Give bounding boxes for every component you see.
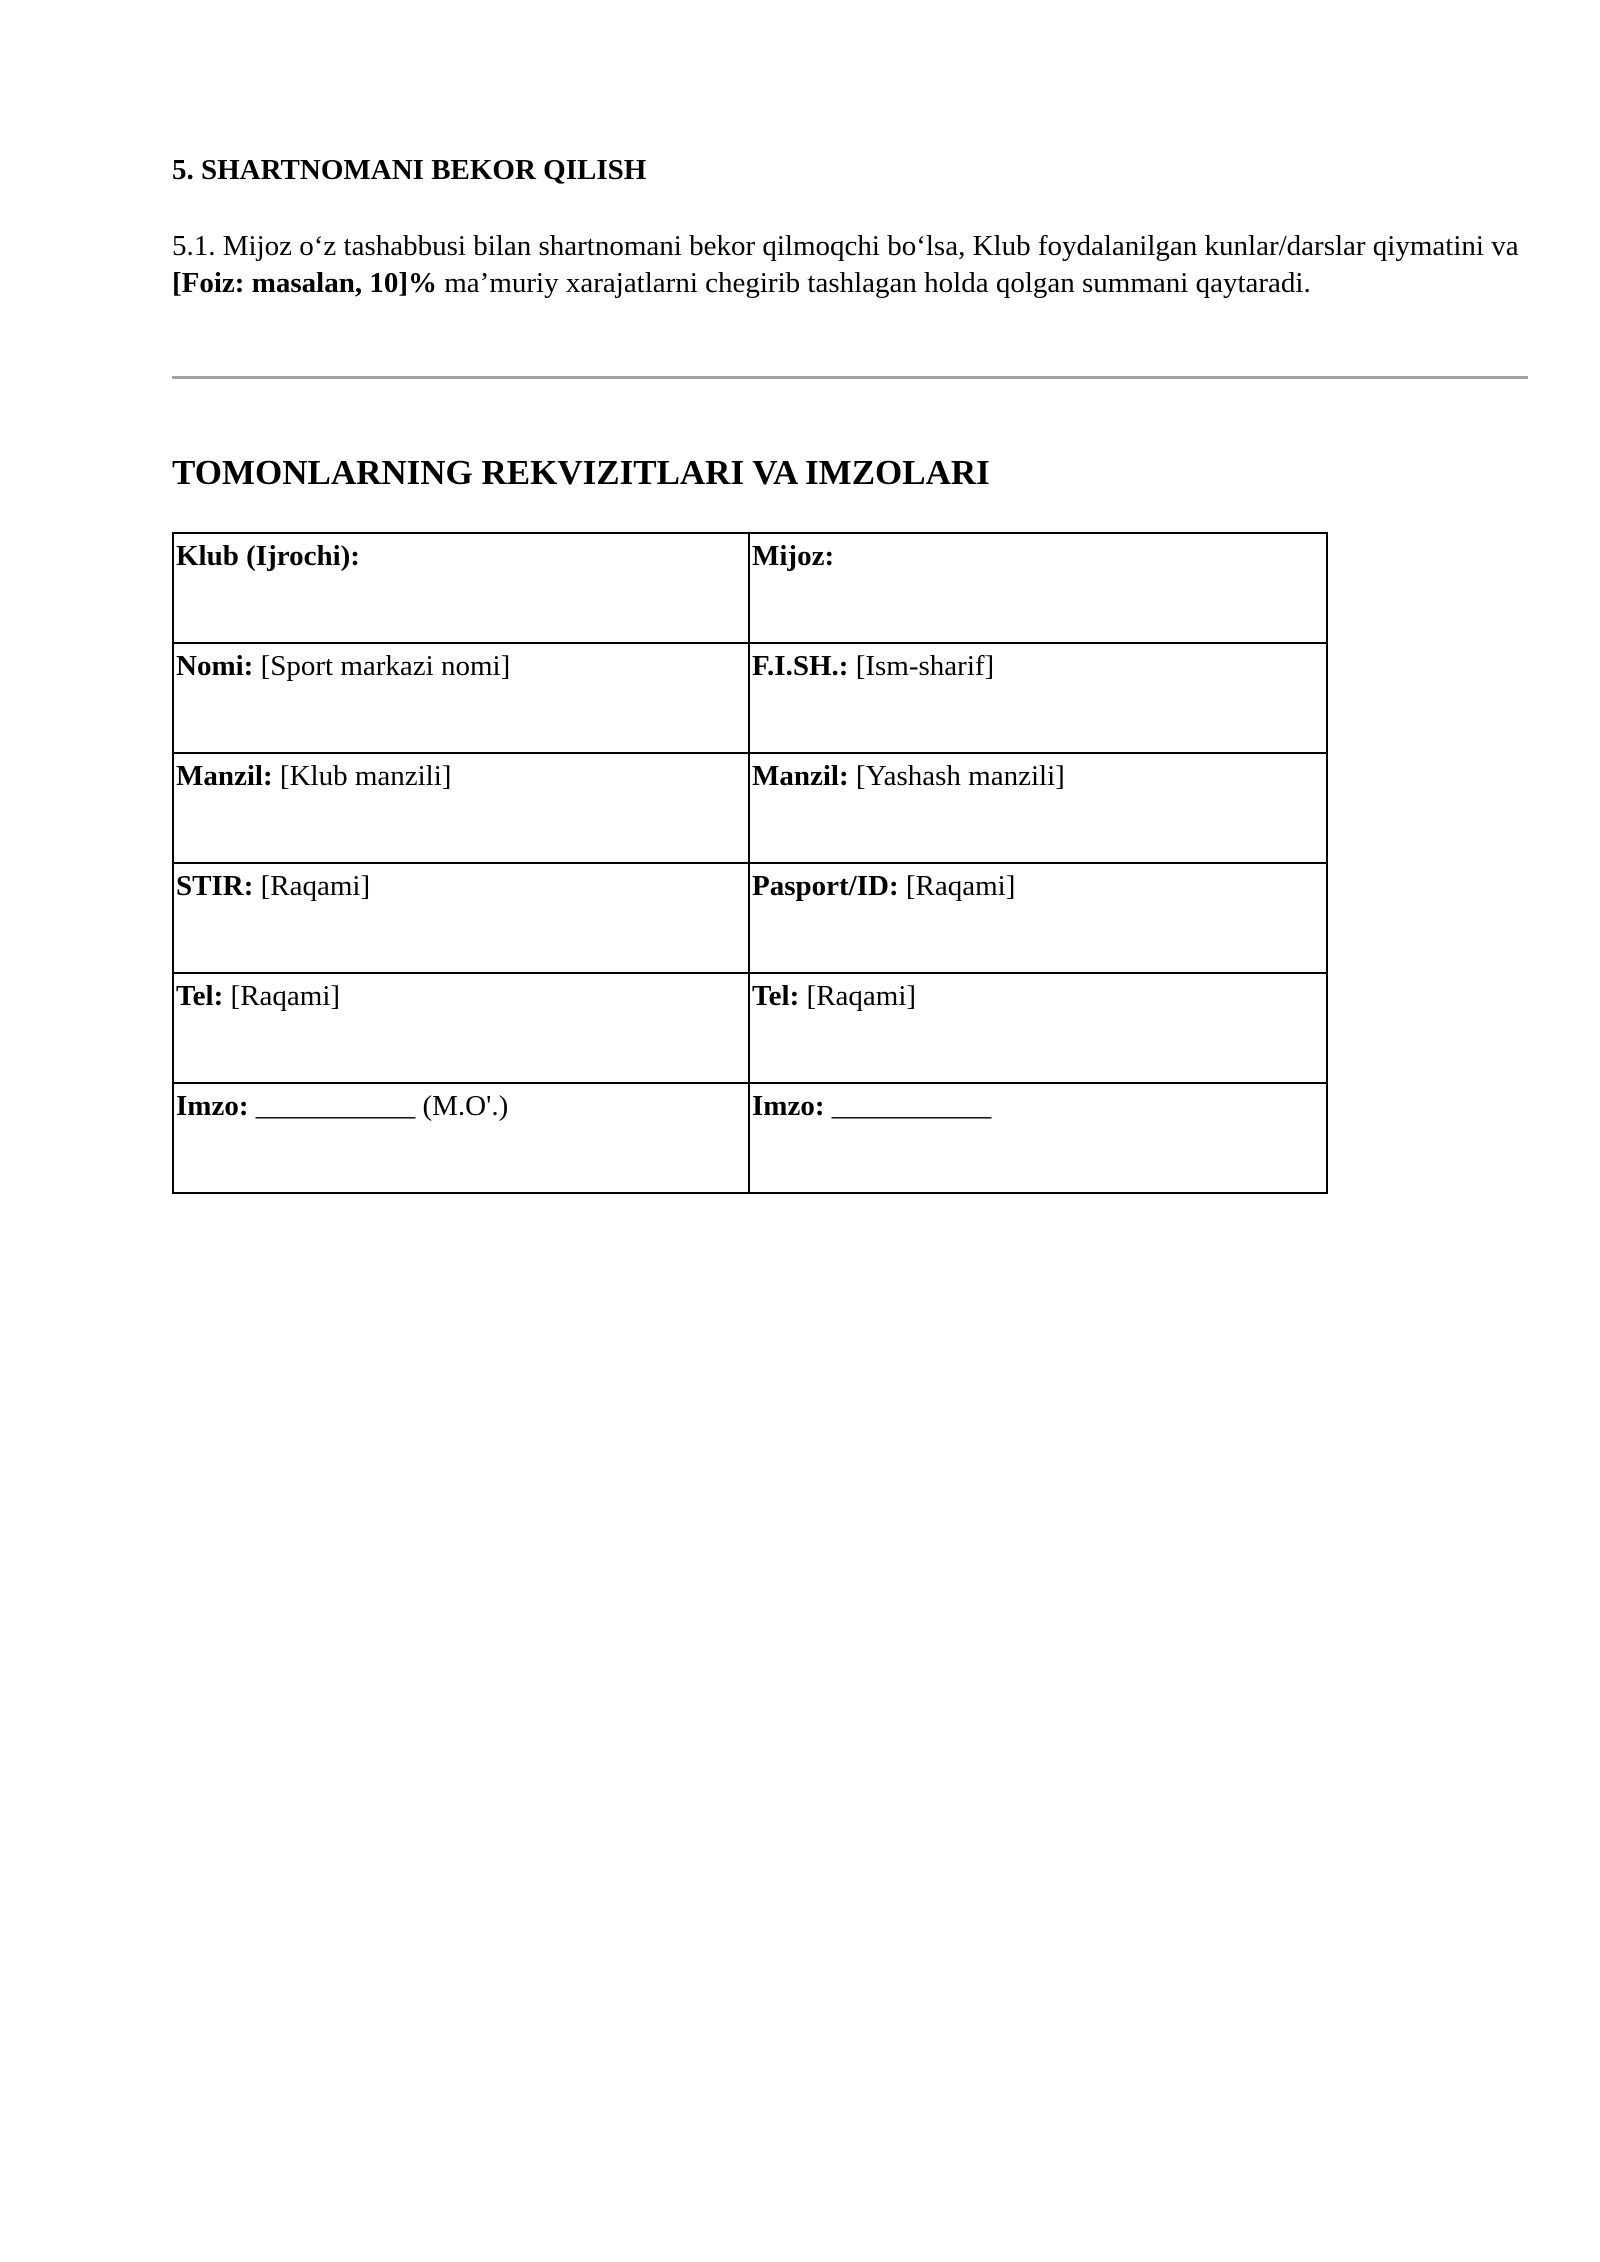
requisites-title: TOMONLARNING REKVIZITLARI VA IMZOLARI: [172, 453, 990, 492]
clause-text-end: ma’muriy xarajatlarni chegirib tashlagan holda qolgan summani qaytaradi.: [437, 267, 1311, 299]
requisites-table: [172, 532, 1328, 1194]
cell-label: Nomi:: [176, 650, 254, 682]
client-header-cell: [749, 533, 1327, 643]
cell-value: [Sport markazi nomi]: [253, 650, 511, 682]
table-row: [173, 1083, 1327, 1193]
cell-label: Tel:: [752, 980, 800, 1012]
club-phone-cell: [173, 973, 749, 1083]
cell-value: [Yashash manzili]: [848, 760, 1065, 792]
cell-label: Manzil:: [176, 760, 273, 792]
cell-value: ___________ (M.O'.): [248, 1090, 509, 1122]
cell-value: [Raqami]: [799, 980, 917, 1012]
client-address-cell: [749, 753, 1327, 863]
cell-label: F.I.SH.:: [752, 650, 849, 682]
cell-value: [Ism-sharif]: [848, 650, 995, 682]
cell-label: Mijoz:: [752, 540, 835, 572]
cell-label: Klub (Ijrochi):: [176, 540, 360, 572]
clause-text-start: 5.1. Mijoz o‘z tashabbusi bilan shartnomani bekor qilmoqchi bo‘lsa, Klub foydalanilgan kunlar/darslar qiymatini va: [172, 230, 1519, 262]
table-row: [173, 973, 1327, 1083]
club-name-cell: [173, 643, 749, 753]
cell-value: [Raqami]: [223, 980, 341, 1012]
cell-label: STIR:: [176, 870, 254, 902]
cell-value: [Raqami]: [898, 870, 1016, 902]
club-header-cell: [173, 533, 749, 643]
club-signature-cell: [173, 1083, 749, 1193]
table-row: [173, 533, 1327, 643]
horizontal-divider: [172, 376, 1528, 379]
table-row: [173, 643, 1327, 753]
cell-value: [Klub manzili]: [272, 760, 452, 792]
club-tin-cell: [173, 863, 749, 973]
club-address-cell: [173, 753, 749, 863]
client-passport-cell: [749, 863, 1327, 973]
cell-label: Imzo:: [176, 1090, 249, 1122]
cell-label: Imzo:: [752, 1090, 825, 1122]
clause-percent-placeholder: [Foiz: masalan, 10]%: [172, 267, 437, 299]
cell-label: Pasport/ID:: [752, 870, 899, 902]
client-phone-cell: [749, 973, 1327, 1083]
cell-value: [Raqami]: [253, 870, 371, 902]
section-title: 5. SHARTNOMANI BEKOR QILISH: [172, 154, 647, 186]
client-name-cell: [749, 643, 1327, 753]
client-signature-cell: [749, 1083, 1327, 1193]
table-row: [173, 863, 1327, 973]
cell-label: Manzil:: [752, 760, 849, 792]
cell-value: ___________: [824, 1090, 992, 1122]
clause-5-1: [172, 228, 1528, 302]
cell-label: Tel:: [176, 980, 224, 1012]
table-row: [173, 753, 1327, 863]
